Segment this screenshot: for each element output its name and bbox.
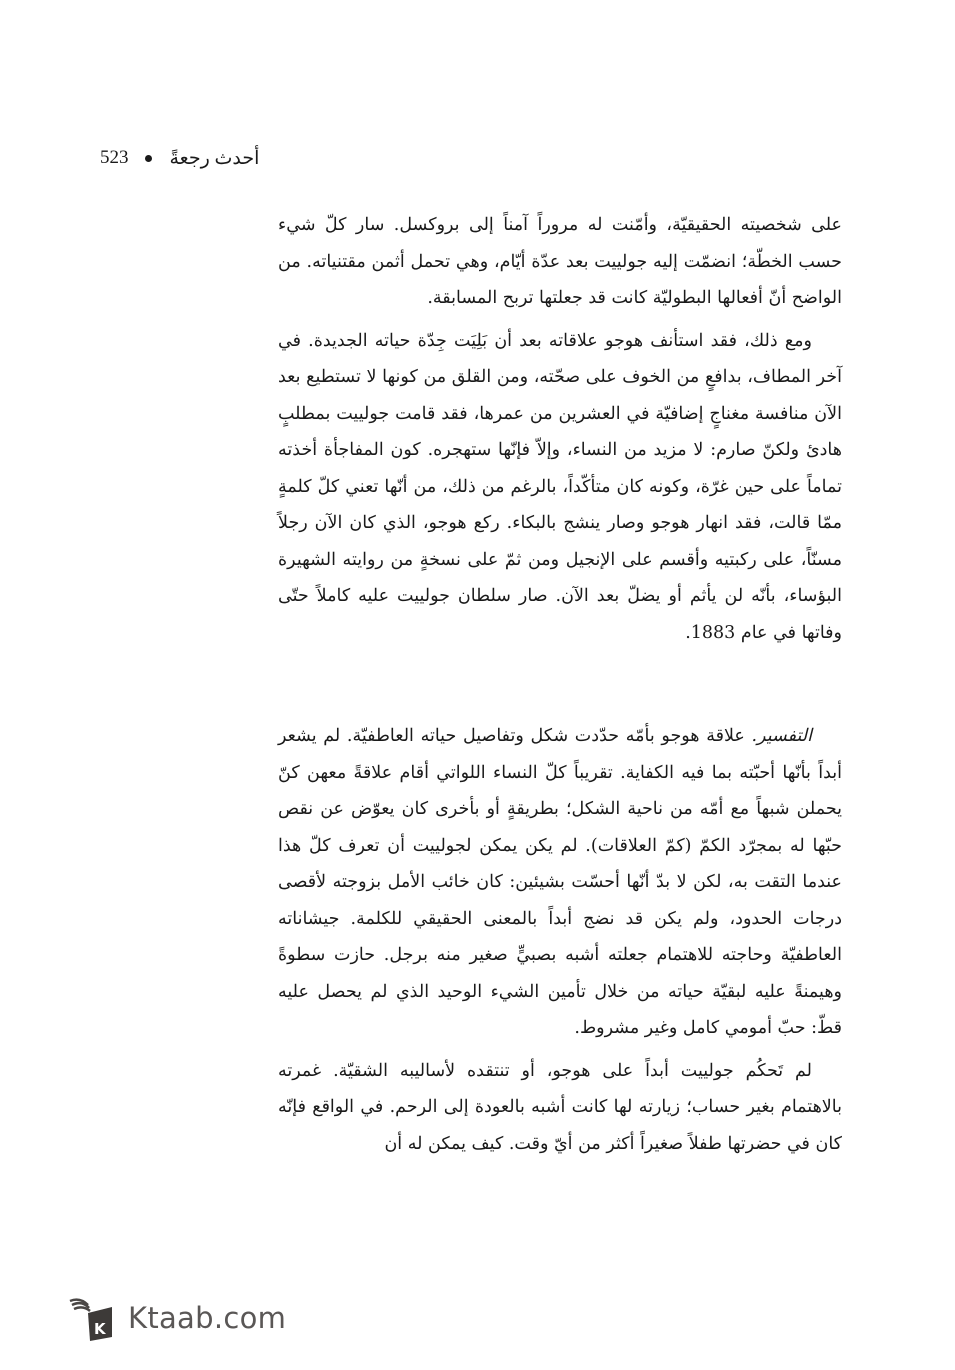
header-bullet-separator (145, 155, 152, 162)
paragraph: لم تَحكُم جولييت أبداً على هوجو، أو تنتقده لأساليبه الشقيّة. غمرته بالاهتمام بغير حساب؛ زيارته لها كانت أشبه بالعودة إلى الرحم. في الواقع فإنّه كان في حضرتها طفلاً صغيراً أكثر من أيّ وقت. كيف يمكن له أن (278, 1060, 842, 1154)
interpretation-label: التفسير. (751, 726, 812, 746)
logo-text: Ktaab.com (128, 1301, 287, 1335)
paragraph-text: علاقة هوجو بأمّه حدّدت شكل وتفاصيل حياته العاطفيّة. لم يشعر أبداً بأنّها أحبّته بما فيه الكفاية. تقريباً كلّ النساء اللواتي أقام علاقةً معهن كنّ يحملن شبهاً مع أمّه من ناحية الشكل؛ بطريقةٍ أو بأخرى كان يعوّض عن نقص حبّها له بمجرّد الكمّ (كمّ العلاقات). لم يكن يمكن لجولييت أن تعرف كلّ هذا عندما التقت به، لكن لا بدّ أنّها أحسّت بشيئين: كان خائب الأمل بزوجته لأقصى درجات الحدود، ولم يكن قد نضج أبداً بالمعنى الحقيقي للكلمة. جيشاناته العاطفيّة وحاجته للاهتمام جعلته أشبه بصبيٍّ صغير منه برجل. حازت سطوةً وهيمنةً عليه لبقيّة حياته من خلال تأمين الشيء الوحيد الذي لم يحصل عليه قطّ: حبّ أمومي كامل وغير مشروط. (278, 726, 842, 1038)
svg-text:K: K (94, 1320, 106, 1338)
open-book-icon (62, 1291, 116, 1345)
page-number: 523 (100, 147, 129, 168)
interpretation-paragraph (278, 718, 842, 1047)
body-section-1 (278, 207, 842, 657)
chapter-title: أحدث رجعةً (169, 147, 260, 169)
body-section-2 (278, 718, 842, 1168)
paragraph: ومع ذلك، فقد استأنف هوجو علاقاته بعد أن بَلِيَت جِدّة حياته الجديدة. في آخر المطاف، بدافعٍ من الخوف على صحّته، ومن القلق من كونها لا تستطيع بعد الآن منافسة مغناجٍ إضافيّة في العشرين من عمرها، فقد قامت جولييت بمطلبٍ هادئ ولكنّ صارم: لا مزيد من النساء، وإلاّ فإنّها ستهجره. كون المفاجأة أخذته تماماً على حين غرّة، وكونه كان متأكّداً، بالرغم من ذلك، من أنّها تعني كلّ كلمةٍ ممّا قالت، فقد انهار هوجو وصار ينشج بالبكاء. ركع هوجو، الذي كان الآن رجلاً مسنّاً، على ركبتيه وأقسم على الإنجيل ومن ثمّ على نسخةٍ من روايته الشهيرة البؤساء، بأنّه لن يأثم أو يضلّ بعد الآن. صار سلطان جولييت عليه كاملاً حتّى وفاتها في عام 1883. (278, 330, 842, 643)
paragraph: على شخصيته الحقيقيّة، وأمّنت له مروراً آمناً إلى بروكسل. سار كلّ شيء حسب الخطّة؛ انضمّت إليه جولييت بعد عدّة أيّام، وهي تحمل أثمن مقتنياته. من الواضح أنّ أفعالها البطوليّة كانت قد جعلتها تربح المسابقة. (278, 215, 842, 308)
ktaab-logo[interactable] (62, 1290, 286, 1346)
running-header (100, 138, 259, 178)
